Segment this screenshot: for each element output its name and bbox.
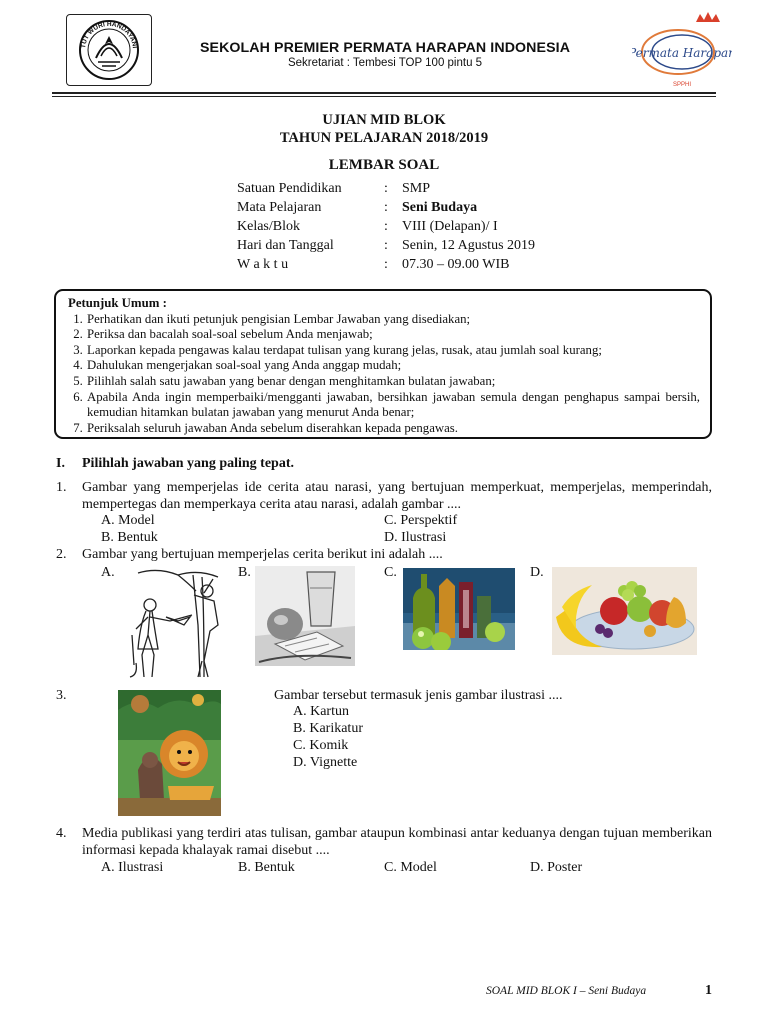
q2-option-c[interactable]: C. — [384, 565, 397, 580]
instruction-item: 4. Dahulukan mengerjakan soal-soal yang Anda anggap mudah; — [86, 358, 700, 374]
q1-option-d[interactable]: D. Ilustrasi — [384, 530, 447, 545]
tut-wuri-logo-icon — [71, 18, 147, 82]
secretariat-address: Sekretariat : Tembesi TOP 100 pintu 5 — [287, 57, 483, 69]
q4-option-b[interactable]: B. Bentuk — [238, 860, 295, 875]
info-label: Kelas/Blok — [237, 219, 300, 234]
academic-year: TAHUN PELAJARAN 2018/2019 — [279, 130, 489, 146]
question-4-number: 4. — [56, 826, 67, 841]
q4-option-c[interactable]: C. Model — [384, 860, 437, 875]
instruction-item: 1. Perhatikan dan ikuti petunjuk pengisian Lembar Jawaban yang disediakan; — [86, 312, 700, 328]
page-number: 1 — [705, 983, 712, 998]
question-3-number: 3. — [56, 688, 67, 703]
instruction-item: 6. Apabila Anda ingin memperbaiki/mengganti jawaban, bersihkan jawaban semula dengan penghapus sampai bersih, kemudian hitamkan bulatan jawaban yang menurut Anda benar; — [86, 390, 700, 421]
info-sep: : — [384, 257, 388, 272]
q2-option-c-illustration[interactable] — [403, 568, 515, 650]
svg-text:Permata Harapan: Permata Harapan — [632, 46, 732, 60]
instruction-item: 3. Laporkan kepada pengawas kalau terdapat tulisan yang kurang jelas, rusak, atau jumlah soal kurang; — [86, 343, 700, 359]
question-2-text: Gambar yang bertujuan memperjelas cerita berikut ini adalah .... — [82, 547, 443, 562]
instructions-title: Petunjuk Umum : — [68, 296, 167, 310]
school-name: SEKOLAH PREMIER PERMATA HARAPAN INDONESIA — [199, 40, 571, 56]
instruction-item: 2. Periksa dan bacalah soal-soal sebelum Anda menjawab; — [86, 327, 700, 343]
q3-option-c[interactable]: C. Komik — [293, 738, 349, 753]
section-number: I. — [56, 456, 65, 471]
instruction-item: 5. Pilihlah salah satu jawaban yang benar dengan menghitamkan bulatan jawaban; — [86, 374, 700, 390]
section-title: Pilihlah jawaban yang paling tepat. — [82, 456, 294, 471]
info-row — [237, 181, 602, 200]
q2-option-b-illustration[interactable] — [255, 566, 355, 666]
info-sep: : — [384, 238, 388, 253]
permata-harapan-crest-icon — [632, 10, 732, 94]
q2-option-a[interactable]: A. — [101, 565, 115, 580]
info-row — [237, 200, 602, 219]
svg-text:SPPHI: SPPHI — [672, 82, 692, 88]
info-value: SMP — [402, 181, 431, 196]
lion-cartoon-illustration-icon — [118, 690, 221, 816]
info-row — [237, 257, 602, 276]
fruit-bowl-photo-icon — [552, 567, 697, 655]
header-rule-thick — [52, 92, 716, 94]
info-label: W a k t u — [237, 257, 289, 272]
question-2-number: 2. — [56, 547, 67, 562]
q1-option-c[interactable]: C. Perspektif — [384, 513, 458, 528]
info-label: Hari dan Tanggal — [237, 238, 334, 253]
exam-title: UJIAN MID BLOK — [322, 112, 446, 128]
footer-label: SOAL MID BLOK I – Seni Budaya — [486, 985, 647, 997]
q4-option-a[interactable]: A. Ilustrasi — [101, 860, 164, 875]
info-value: 07.30 – 09.00 WIB — [402, 257, 510, 272]
info-label: Mata Pelajaran — [237, 200, 322, 215]
still-life-sketch-icon — [255, 566, 355, 666]
info-label: Satuan Pendidikan — [237, 181, 342, 196]
q3-option-a[interactable]: A. Kartun — [293, 704, 349, 719]
permata-harapan-logo — [632, 10, 732, 94]
header-rule-thin — [52, 96, 716, 97]
info-sep: : — [384, 200, 388, 215]
info-sep: : — [384, 219, 388, 234]
q3-option-b[interactable]: B. Karikatur — [293, 721, 363, 736]
q1-option-a[interactable]: A. Model — [101, 513, 155, 528]
info-sep: : — [384, 181, 388, 196]
q3-illustration — [118, 690, 221, 816]
q2-option-d[interactable]: D. — [530, 565, 544, 580]
info-row — [237, 238, 602, 257]
question-3-text: Gambar tersebut termasuk jenis gambar ilustrasi .... — [274, 688, 563, 703]
tut-wuri-handayani-logo — [66, 14, 152, 86]
question-4-text: Media publikasi yang terdiri atas tulisan, gambar ataupun kombinasi antar keduanya dengan tujuan memberikan informasi kepada khalayak ramai disebut .... — [82, 826, 712, 858]
exam-info-table — [237, 181, 602, 276]
q2-option-d-illustration[interactable] — [552, 567, 697, 655]
question-1-number: 1. — [56, 480, 67, 495]
instruction-item: 7. Periksalah seluruh jawaban Anda sebelum diserahkan kepada pengawas. — [86, 421, 700, 437]
q2-option-b[interactable]: B. — [238, 565, 251, 580]
question-1-text: Gambar yang memperjelas ide cerita atau narasi, yang bertujuan memperkuat, memperjelas, memperindah, mempertegas dan memperkaya cerita atau narasi, adalah gambar .... — [82, 480, 712, 512]
bottles-and-apples-painting-icon — [403, 568, 515, 650]
info-row — [237, 219, 602, 238]
info-value: VIII (Delapan)/ I — [402, 219, 498, 234]
q4-option-d[interactable]: D. Poster — [530, 860, 583, 875]
q3-option-d[interactable]: D. Vignette — [293, 755, 358, 770]
instructions-list — [66, 312, 700, 437]
info-value: Seni Budaya — [402, 200, 478, 215]
info-value: Senin, 12 Agustus 2019 — [402, 238, 536, 253]
svg-text:TUT WURI HANDAYANI: TUT WURI HANDAYANI — [80, 20, 138, 49]
general-instructions-box — [54, 289, 712, 439]
sheet-title: LEMBAR SOAL — [328, 157, 440, 173]
people-under-tree-drawing-icon — [118, 565, 228, 680]
q2-option-a-illustration[interactable] — [118, 565, 228, 680]
q1-option-b[interactable]: B. Bentuk — [101, 530, 158, 545]
